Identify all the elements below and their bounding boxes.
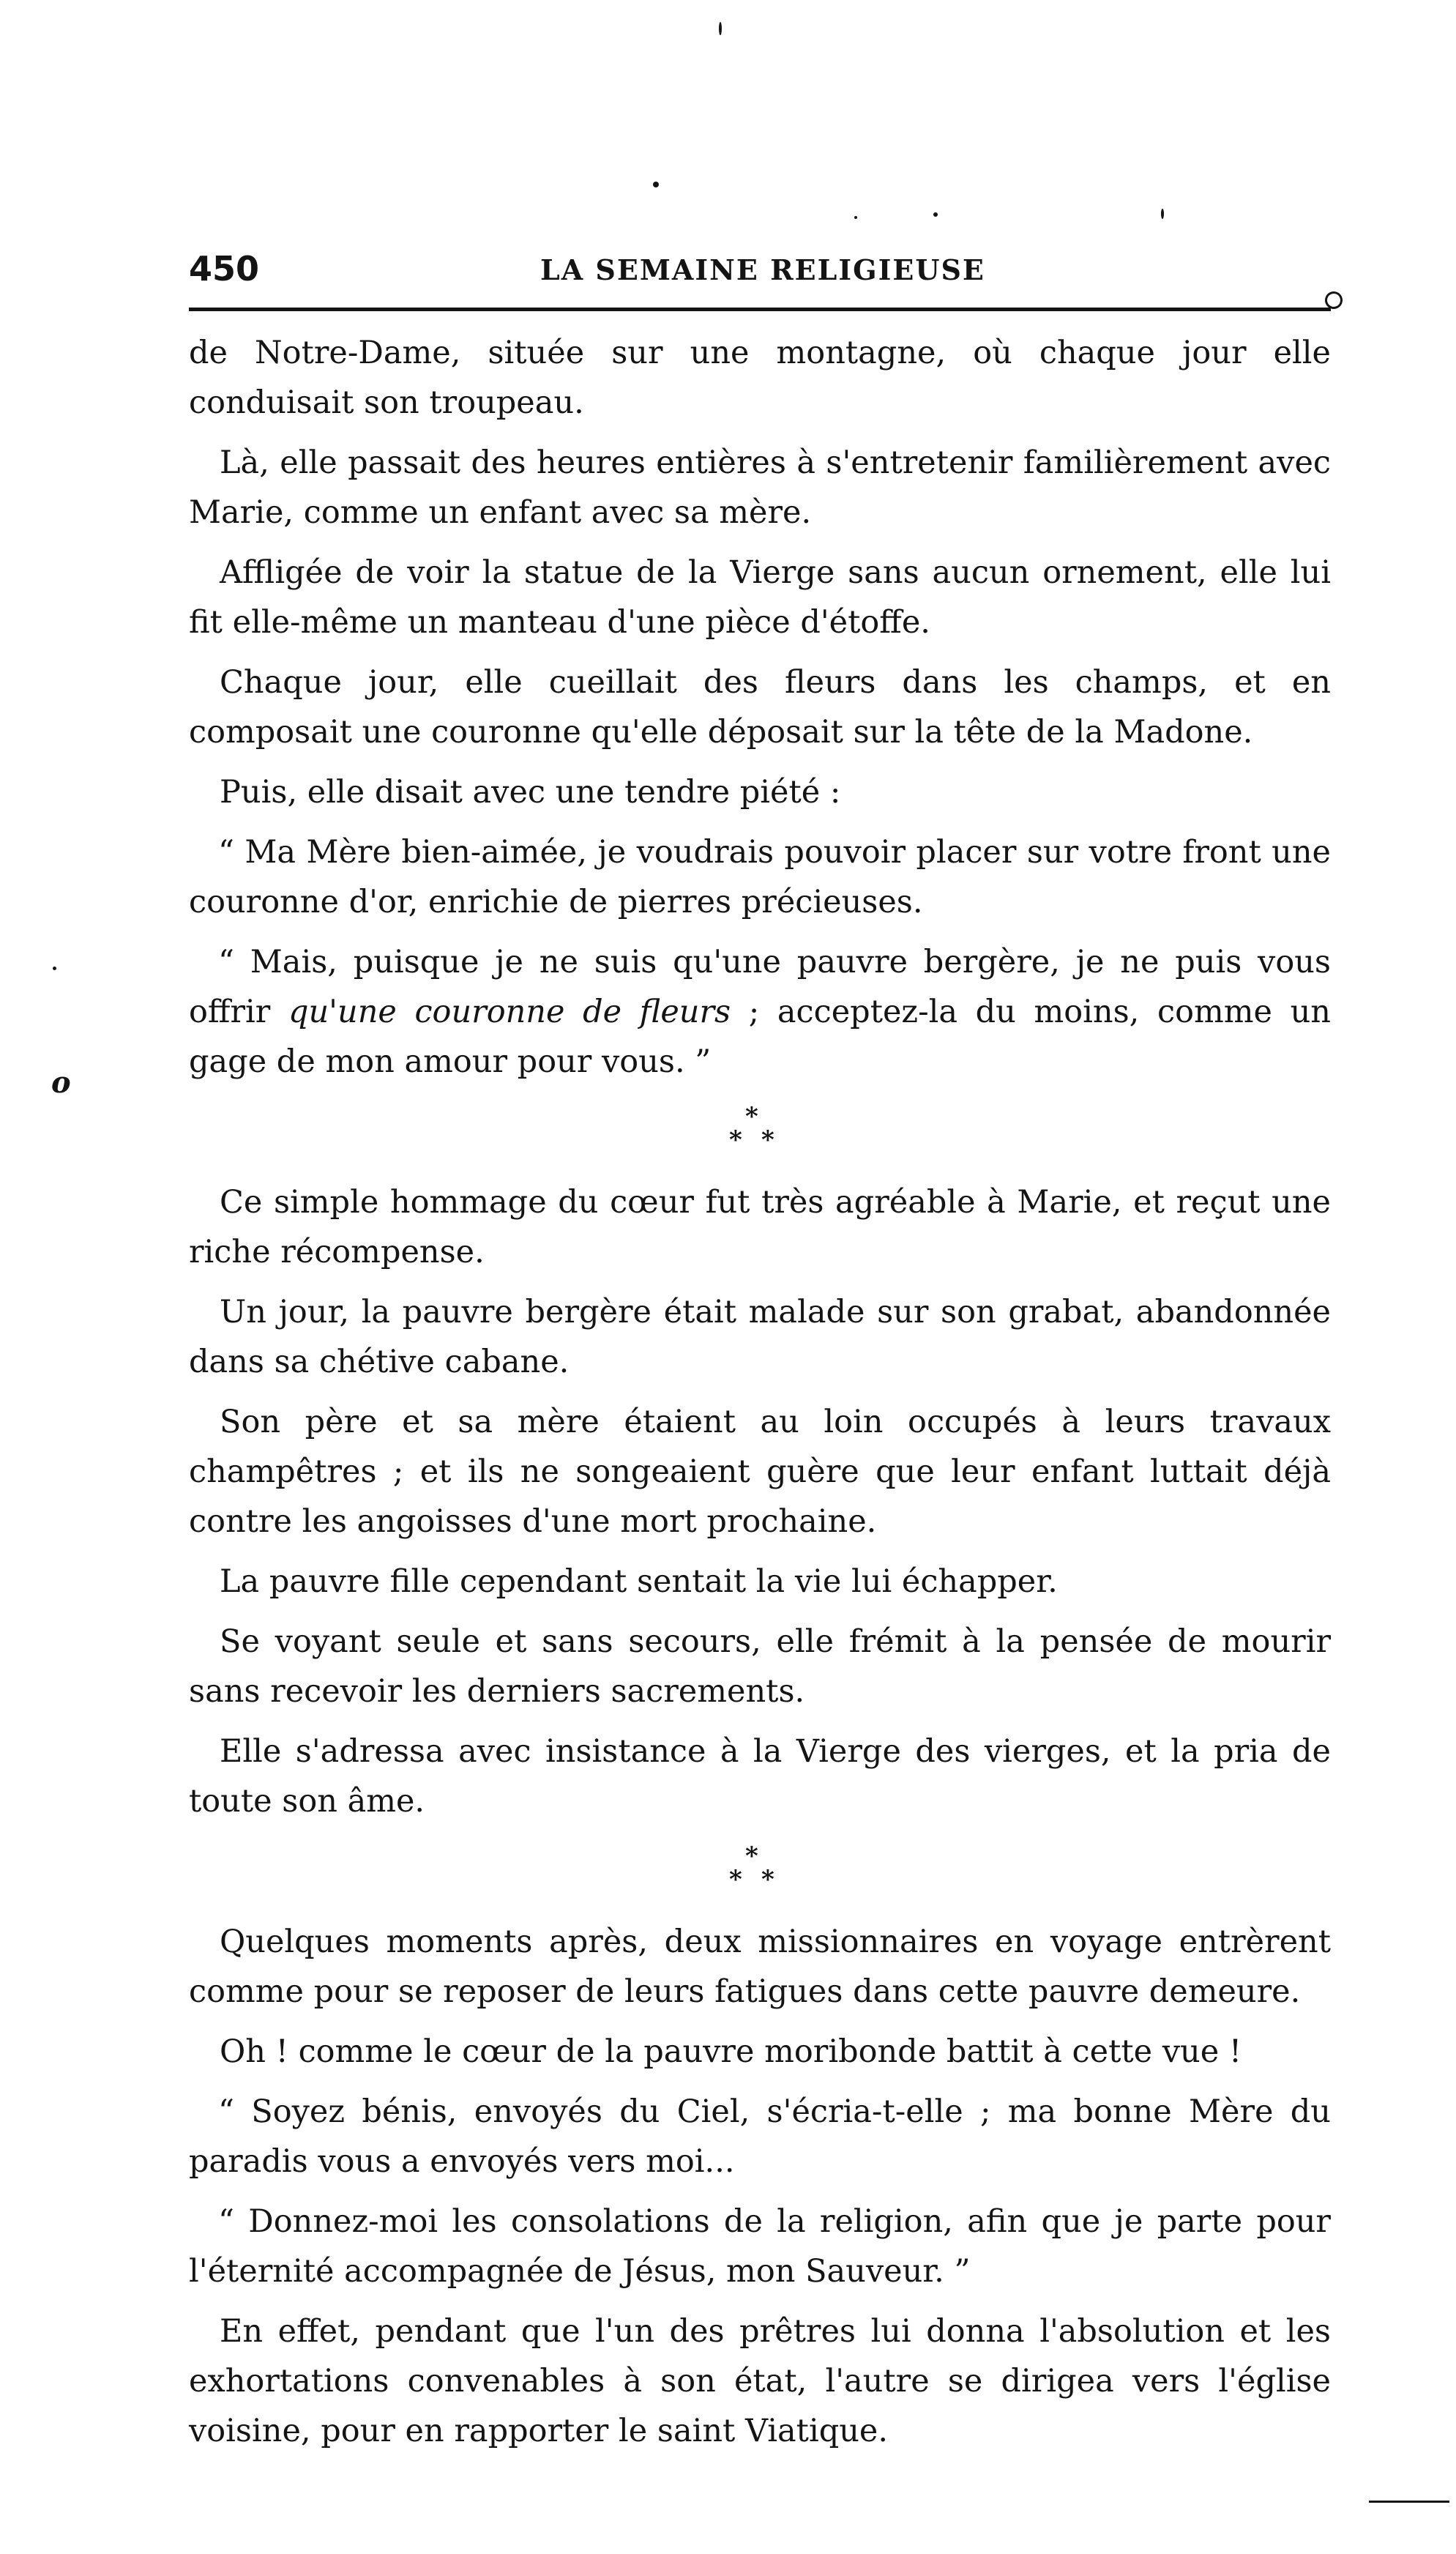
- paragraph: de Notre-Dame, située sur une montagne, où chaque jour elle conduisait son troupeau.: [189, 335, 1331, 421]
- paragraph: La pauvre fille cependant sentait la vie lui échapper.: [220, 1563, 1058, 1600]
- paragraph: Un jour, la pauvre bergère était malade sur son grabat, abandonnée dans sa chétive cabane.: [189, 1294, 1331, 1380]
- scan-speck: [854, 216, 857, 219]
- paragraph: Quelques moments après, deux missionnaires en voyage entrèrent comme pour se reposer de leurs fatigues dans cette pauvre demeure.: [189, 1924, 1331, 2010]
- paragraph: En effet, pendant que l'un des prêtres lui donna l'absolution et les exhortations convenables à son état, l'autre se dirigea vers l'église voisine, pour en rapporter le saint Viatique.: [189, 2313, 1331, 2449]
- body-text: [189, 328, 1331, 2466]
- asterism-star: *: [745, 1842, 758, 1871]
- paragraph: Son père et sa mère étaient au loin occupés à leurs travaux champêtres ; et ils ne songeaient guère que leur enfant luttait déjà contre les angoisses d'une mort prochaine.: [189, 1404, 1331, 1540]
- quote-paragraph: “ Donnez-moi les consolations de la religion, afin que je parte pour l'éternité accompagnée de Jésus, mon Sauveur. ”: [189, 2203, 1331, 2290]
- scan-speck: [53, 967, 56, 970]
- page-number: 450: [189, 249, 260, 288]
- quote-italic-text: qu'une couronne de fleurs: [288, 994, 731, 1030]
- asterism-star: *: [745, 1102, 758, 1131]
- scan-speck: [1369, 2501, 1449, 2503]
- asterism-star: *: [761, 1125, 774, 1155]
- section-break-asterism: [189, 1836, 1331, 1907]
- paragraph: Là, elle passait des heures entières à s'entretenir familièrement avec Marie, comme un enfant avec sa mère.: [189, 444, 1331, 531]
- paragraph: Elle s'adressa avec insistance à la Vierge des vierges, et la pria de toute son âme.: [189, 1733, 1331, 1820]
- quote-text: ; acceptez-la du moins, comme un gage de mon amour pour vous. ”: [189, 994, 1332, 1080]
- paragraph: Se voyant seule et sans secours, elle frémit à la pensée de mourir sans recevoir les derniers sacrements.: [189, 1623, 1331, 1710]
- quote-text: “ Mais, puisque je ne suis qu'une pauvre bergère, je ne puis vous offrir: [189, 944, 1331, 1030]
- asterism-star: *: [729, 1865, 742, 1894]
- asterism-star: *: [729, 1125, 742, 1155]
- section-break-asterism: [189, 1097, 1331, 1167]
- paragraph: Chaque jour, elle cueillait des fleurs dans les champs, et en composait une couronne qu'elle déposait sur la tête de la Madone.: [189, 664, 1331, 751]
- paragraph: Oh ! comme le cœur de la pauvre moribonde battit à cette vue !: [220, 2033, 1242, 2070]
- scan-speck: [933, 212, 938, 217]
- paragraph: Affligée de voir la statue de la Vierge sans aucun ornement, elle lui fit elle-même un manteau d'une pièce d'étoffe.: [189, 554, 1331, 641]
- quote-paragraph: [189, 937, 1331, 1087]
- paragraph: Ce simple hommage du cœur fut très agréable à Marie, et reçut une riche récompense.: [189, 1184, 1331, 1270]
- quote-paragraph: “ Ma Mère bien-aimée, je voudrais pouvoir placer sur votre front une couronne d'or, enrichie de pierres précieuses.: [189, 834, 1331, 920]
- asterism-star: *: [761, 1865, 774, 1894]
- header-rule: [189, 308, 1331, 311]
- page-header: [189, 242, 1331, 300]
- quote-paragraph: “ Soyez bénis, envoyés du Ciel, s'écria-t-elle ; ma bonne Mère du paradis vous a envoyés vers moi...: [189, 2093, 1331, 2180]
- scan-speck: [719, 22, 722, 35]
- scan-speck: [653, 182, 659, 187]
- running-title: LA SEMAINE RELIGIEUSE: [540, 253, 985, 286]
- scan-speck: [1161, 209, 1164, 219]
- paragraph: Puis, elle disait avec une tendre piété :: [220, 774, 841, 811]
- margin-mark: o: [51, 1065, 71, 1100]
